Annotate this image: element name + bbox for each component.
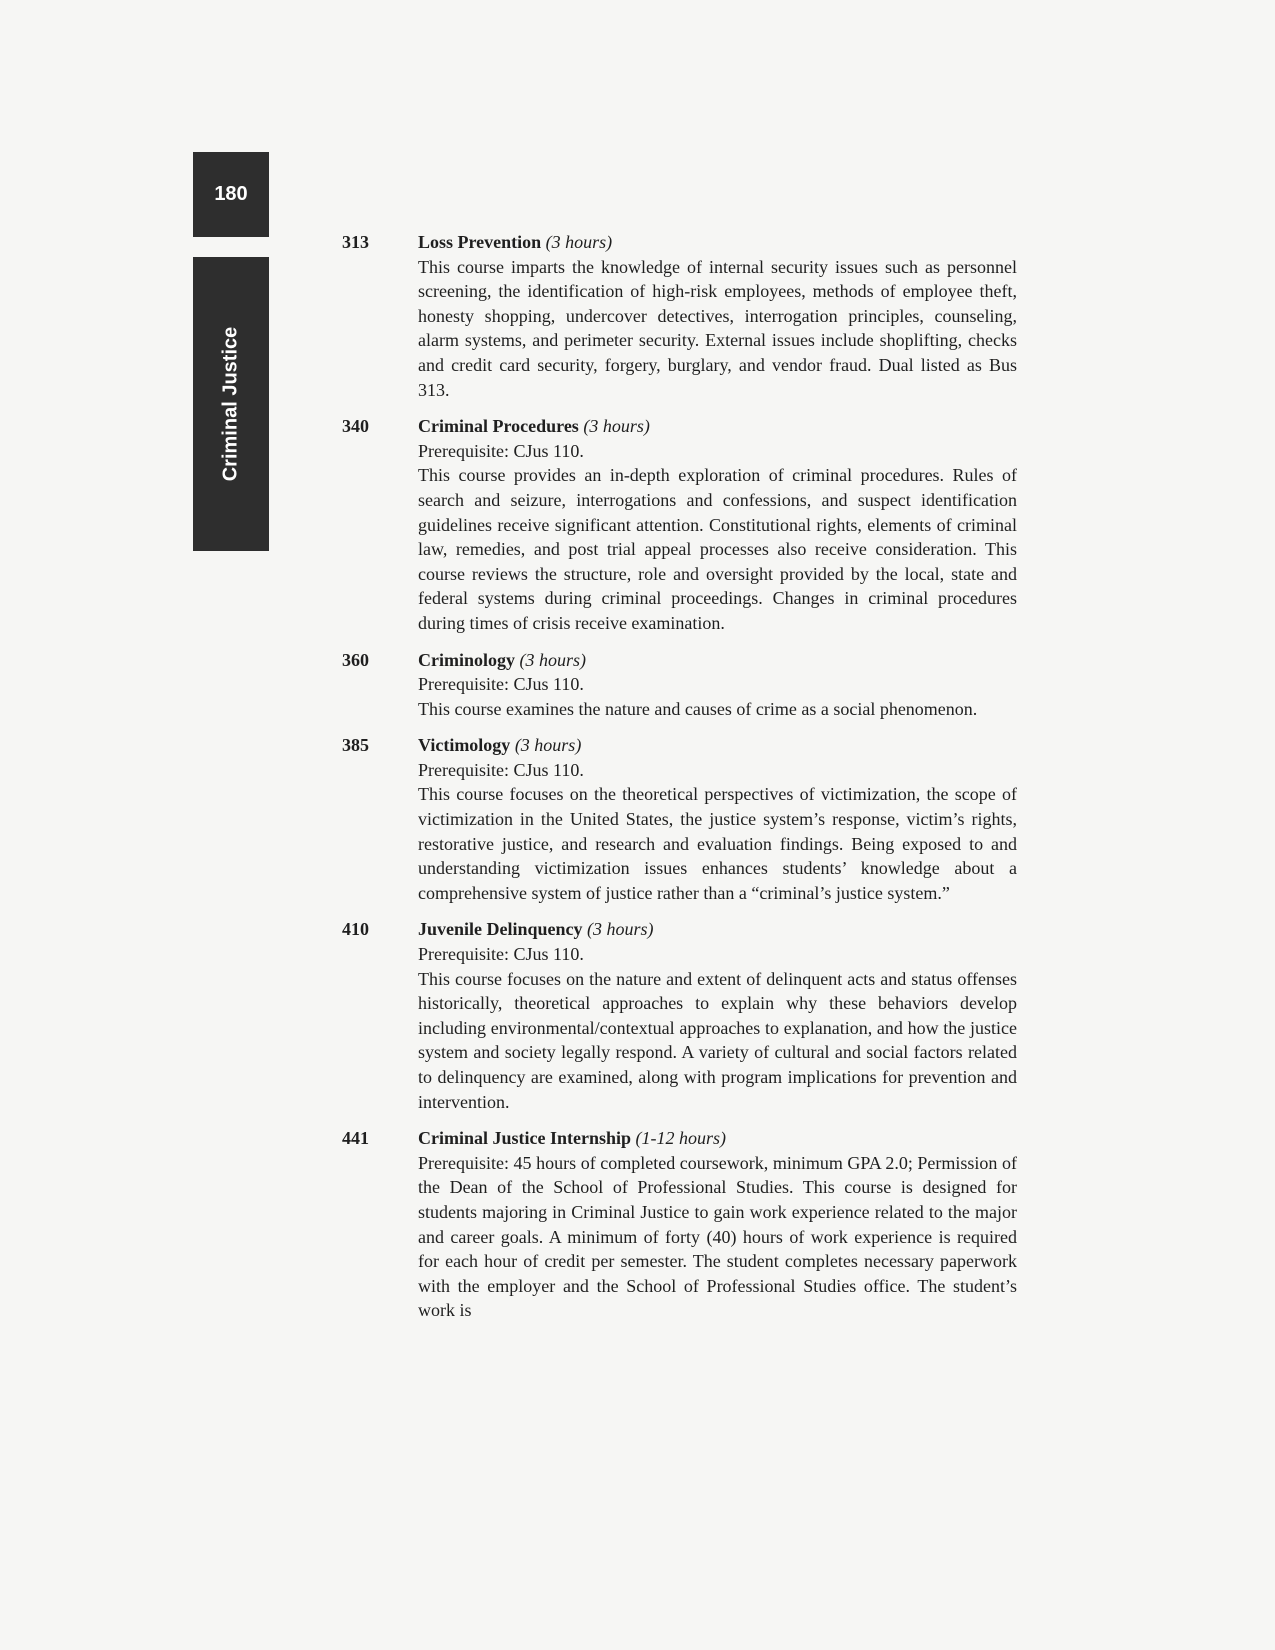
- section-tab: [193, 257, 269, 551]
- course-entry: [342, 1126, 1017, 1323]
- course-body: [418, 917, 1017, 1114]
- course-title: Criminal Justice Internship: [418, 1128, 632, 1149]
- page-number-tab: [193, 152, 269, 237]
- section-label: Criminal Justice: [219, 326, 242, 482]
- course-description: This course provides an in-depth exploration of criminal procedures. Rules of search and seizure, interrogations and confessions, and suspect identification guidelines receive significant attention. Constitutional rights, elements of criminal law, remedies, and post trial appeal processes also receive consideration. This course reviews the structure, role and oversight provided by the local, state and federal systems during criminal proceedings. Changes in criminal procedures during times of crisis receive examination.: [418, 465, 1017, 633]
- course-number: 313: [342, 232, 369, 252]
- course-prerequisite: Prerequisite: CJus 110.: [418, 944, 584, 965]
- course-entry: [342, 414, 1017, 635]
- course-body: [418, 414, 1017, 635]
- course-list: [342, 230, 1017, 1335]
- course-entry: [342, 648, 1017, 722]
- course-title: Juvenile Delinquency: [418, 919, 583, 940]
- course-description: This course focuses on the nature and extent of delinquent acts and status offenses historically, theoretical approaches to explain why these behaviors develop including environmental/contextual approaches to explanation, and how the justice system and society legally respond. A variety of cultural and social factors related to delinquency are examined, along with program implications for prevention and intervention.: [418, 968, 1017, 1112]
- course-body: [418, 733, 1017, 905]
- course-hours: (3 hours): [545, 232, 613, 252]
- course-title: Victimology: [418, 735, 511, 756]
- course-title: Loss Prevention: [418, 232, 542, 252]
- course-number: 410: [342, 919, 369, 940]
- course-number: 360: [342, 649, 369, 670]
- course-hours: (3 hours): [583, 416, 650, 437]
- course-description: This course focuses on the theoretical perspectives of victimization, the scope of victimization in the United States, the justice system’s response, victim’s rights, restorative justice, and research and evaluation findings. Being exposed to and understanding victimization issues enhances students’ knowledge about a comprehensive system of justice rather than a “criminal’s justice system.”: [418, 784, 1017, 903]
- course-hours: (3 hours): [519, 649, 586, 670]
- course-body: [418, 1126, 1017, 1323]
- course-body: [418, 230, 1017, 402]
- course-prerequisite: Prerequisite: CJus 110.: [418, 674, 584, 695]
- course-prerequisite: Prerequisite: CJus 110.: [418, 759, 584, 780]
- course-prerequisite: Prerequisite: CJus 110.: [418, 440, 584, 461]
- course-number: 441: [342, 1128, 369, 1149]
- course-hours: (3 hours): [587, 919, 654, 940]
- course-hours: (3 hours): [514, 735, 582, 756]
- course-body: [418, 648, 1017, 722]
- course-title: Criminal Procedures: [418, 416, 579, 437]
- course-entry: [342, 917, 1017, 1114]
- course-hours: (1-12 hours): [635, 1128, 727, 1149]
- course-entry: [342, 733, 1017, 905]
- course-description: This course examines the nature and causes of crime as a social phenomenon.: [418, 698, 978, 719]
- course-number: 385: [342, 735, 369, 756]
- course-entry: [342, 230, 1017, 402]
- course-description: Prerequisite: 45 hours of completed coursework, minimum GPA 2.0; Permission of the Dean of the School of Professional Studies. This course is designed for students majoring in Criminal Justice to gain work experience related to the major and career goals. A minimum of forty (40) hours of work experience is required for each hour of credit per semester. The student completes necessary paperwork with the employer and the School of Professional Studies office. The student’s work is: [418, 1152, 1017, 1321]
- course-description: This course imparts the knowledge of internal security issues such as personnel screening, the identification of high-risk employees, methods of employee theft, honesty shopping, undercover detectives, interrogation principles, counseling, alarm systems, and perimeter security. External issues include shoplifting, checks and credit card security, forgery, burglary, and vendor fraud. Dual listed as Bus 313.: [418, 256, 1017, 400]
- page-number: 180: [214, 183, 248, 205]
- course-title: Criminology: [418, 649, 515, 670]
- course-number: 340: [342, 416, 369, 437]
